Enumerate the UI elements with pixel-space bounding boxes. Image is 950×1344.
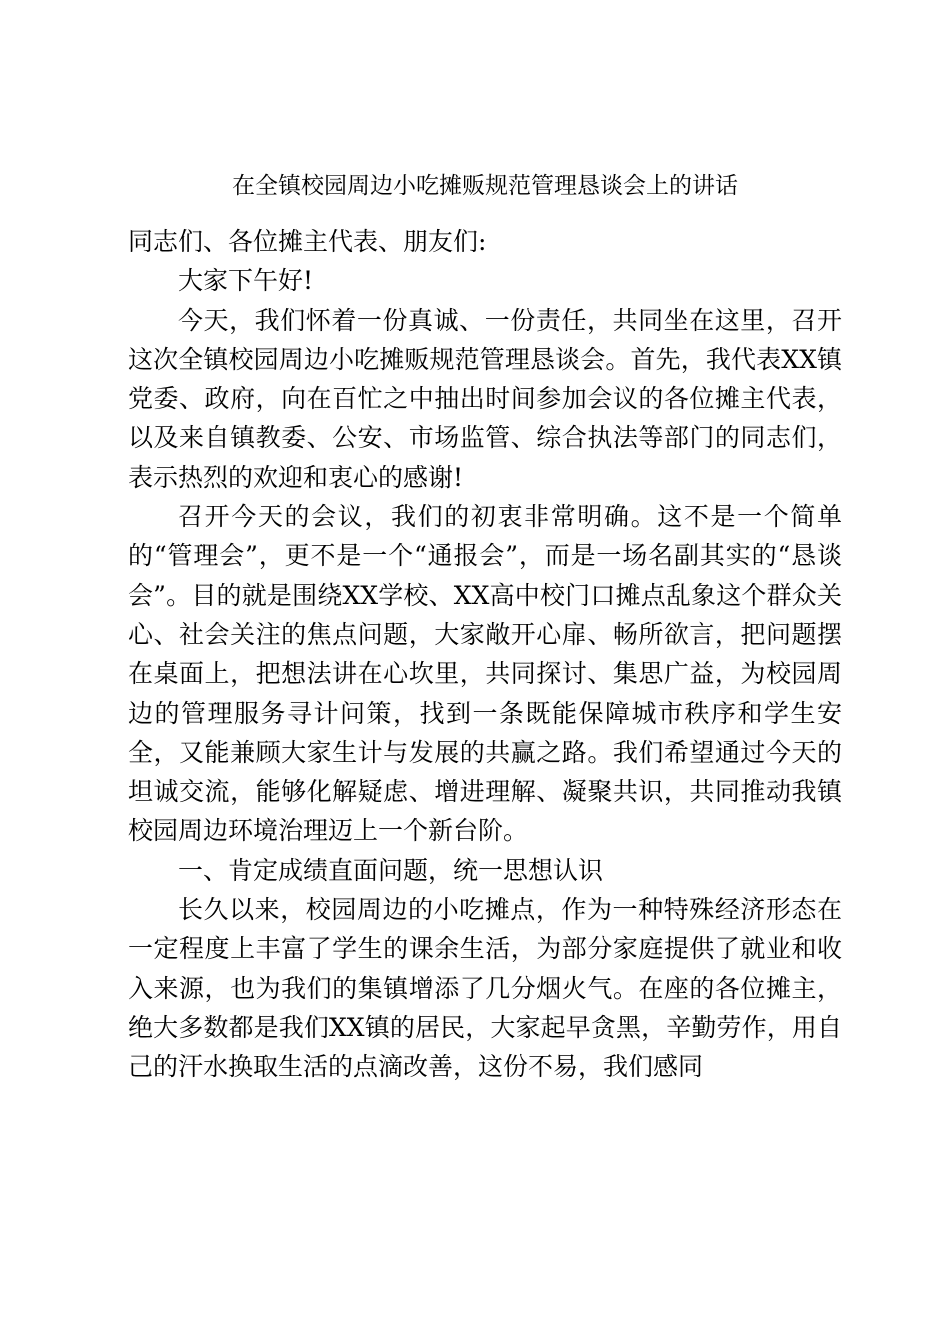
- document-title: 在全镇校园周边小吃摊贩规范管理恳谈会上的讲话: [232, 173, 738, 199]
- document-page: [128, 166, 842, 1087]
- section-paragraph: 长久以来，校园周边的小吃摊点，作为一种特殊经济形态在一定程度上丰富了学生的课余生活，为部分家庭提供了就业和收入来源，也为我们的集镇增添了几分烟火气。在座的各位摊主，绝大多数都是我们XX镇的居民，大家起早贪黑，辛勤劳作，用自己的汗水换取生活的点滴改善，这份不易，我们感同: [128, 895, 842, 1082]
- opening-paragraph: 今天，我们怀着一份真诚、一份责任，共同坐在这里，召开这次全镇校园周边小吃摊贩规范管理恳谈会。首先，我代表XX镇党委、政府，向在百忙之中抽出时间参加会议的各位摊主代表，以及来自镇教委、公安、市场监管、综合执法等部门的同志们，表示热烈的欢迎和衷心的感谢!: [128, 305, 842, 492]
- greeting-paragraph: 大家下午好!: [178, 266, 314, 296]
- section-heading: 一、肯定成绩直面问题，统一思想认识: [178, 855, 604, 885]
- purpose-paragraph: 召开今天的会议，我们的初衷非常明确。这不是一个简单的“管理会”，更不是一个“通报会”，而是一场名副其实的“恳谈会”。目的就是围绕XX学校、XX高中校门口摊点乱象这个群众关心、社会关注的焦点问题，大家敞开心扉、畅所欲言，把问题摆在桌面上，把想法讲在心坎里，共同探讨、集思广益，为校园周边的管理服务寻计问策，找到一条既能保障城市秩序和学生安全，又能兼顾大家生计与发展的共赢之路。我们希望通过今天的坦诚交流，能够化解疑虑、增进理解、凝聚共识，共同推动我镇校园周边环境治理迈上一个新台阶。: [128, 502, 842, 846]
- salutation: 同志们、各位摊主代表、朋友们:: [128, 227, 487, 256]
